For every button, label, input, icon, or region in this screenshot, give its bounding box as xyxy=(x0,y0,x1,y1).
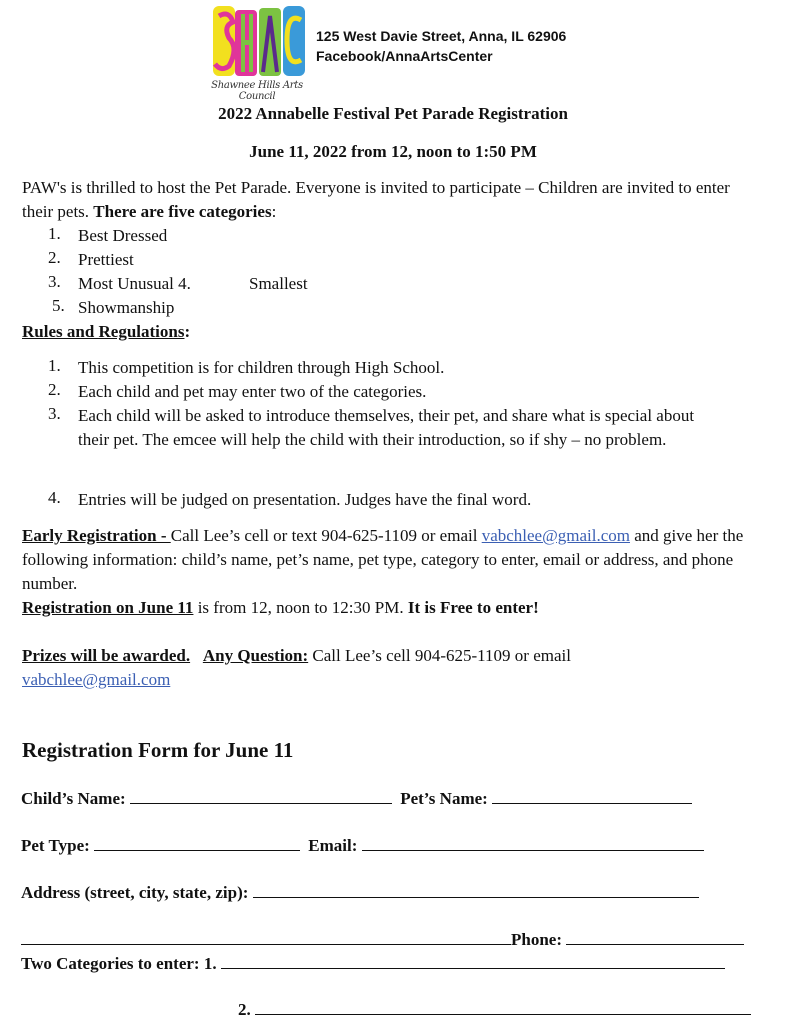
list-number: 3. xyxy=(48,272,61,291)
prizes-text: Call Lee’s cell 904-625-1109 or email xyxy=(308,646,571,665)
form-row-type-email xyxy=(21,834,704,856)
category-item: Smallest xyxy=(249,274,308,293)
early-registration-label: Early Registration - xyxy=(22,526,171,545)
address-line: 125 West Davie Street, Anna, IL 62906 xyxy=(316,28,567,44)
early-registration-details: and give her the following information: child’s name, pet’s name, pet type, category to enter, email or address, and phone number. xyxy=(22,526,744,593)
prizes-paragraph xyxy=(22,644,762,692)
rules-heading xyxy=(22,320,762,344)
address-field[interactable] xyxy=(253,881,699,898)
list-number: 1. xyxy=(48,224,61,243)
form-row-category-1 xyxy=(21,952,725,974)
phone-field[interactable] xyxy=(566,928,744,945)
category-item: Best Dressed xyxy=(78,226,168,245)
page-title: 2022 Annabelle Festival Pet Parade Registration xyxy=(218,104,568,123)
category-2-field[interactable] xyxy=(255,998,751,1015)
question-label: Any Question: xyxy=(202,646,309,665)
form-row-phone xyxy=(21,928,744,950)
category-2-label: 2. xyxy=(238,1000,251,1019)
child-name-field[interactable] xyxy=(130,787,392,804)
pet-type-label: Pet Type: xyxy=(21,836,90,855)
form-row-names xyxy=(21,787,692,809)
intro-bold: There are five categories xyxy=(93,202,272,221)
list-number: 1. xyxy=(48,356,61,375)
child-name-label: Child’s Name: xyxy=(21,789,126,808)
intro-paragraph xyxy=(22,176,762,224)
organization-address xyxy=(316,26,566,66)
category-item: Most Unusual 4. xyxy=(78,274,191,293)
category-1-field[interactable] xyxy=(221,952,725,969)
rules-heading-text: Rules and Regulations xyxy=(22,322,185,341)
rule-item: This competition is for children through High School. xyxy=(78,358,445,377)
email-link[interactable]: vabchlee@gmail.com xyxy=(22,670,171,689)
rule-item: Each child will be asked to introduce themselves, their pet, and share what is special about their pet. The emcee will help the child with their introduction, so if shy – no problem. xyxy=(78,406,695,449)
form-title: Registration Form for June 11 xyxy=(22,738,294,762)
list-number: 2. xyxy=(48,380,61,399)
email-field[interactable] xyxy=(362,834,704,851)
intro-text: PAW's is thrilled to host the Pet Parade. Everyone is invited to participate – Children are invited to enter their pets. xyxy=(22,178,730,221)
registration-day-label: Registration on June 11 xyxy=(22,598,194,617)
event-date: June 11, 2022 from 12, noon to 1:50 PM xyxy=(249,142,537,161)
categories-label: Two Categories to enter: 1. xyxy=(21,954,217,973)
facebook-line: Facebook/AnnaArtsCenter xyxy=(316,48,493,64)
category-item: Showmanship xyxy=(78,298,175,317)
registration-day xyxy=(22,596,762,620)
list-number: 4. xyxy=(48,488,61,507)
email-link[interactable]: vabchlee@gmail.com xyxy=(481,526,630,545)
pet-type-field[interactable] xyxy=(94,834,300,851)
registration-day-text: is from 12, noon to 12:30 PM. xyxy=(193,598,408,617)
list-number: 2. xyxy=(48,248,61,267)
free-entry-note: It is Free to enter! xyxy=(407,598,539,617)
prizes-label: Prizes will be awarded. xyxy=(22,646,191,665)
rule-item: Each child and pet may enter two of the categories. xyxy=(78,382,427,401)
early-registration-text: Call Lee’s cell or text 904-625-1109 or email xyxy=(170,526,482,545)
address-label: Address (street, city, state, zip): xyxy=(21,883,249,902)
rules-colon: : xyxy=(184,322,191,341)
email-label: Email: xyxy=(308,836,358,855)
intro-colon: : xyxy=(271,202,277,221)
form-row-category-2 xyxy=(238,998,751,1020)
address-continued-field[interactable] xyxy=(21,928,511,945)
list-number: 3. xyxy=(48,404,61,423)
form-row-address xyxy=(21,881,699,903)
pet-name-field[interactable] xyxy=(492,787,692,804)
rule-item: Entries will be judged on presentation. Judges have the final word. xyxy=(78,490,532,509)
pet-name-label: Pet’s Name: xyxy=(400,789,488,808)
early-registration xyxy=(22,524,752,596)
list-number: 5. xyxy=(52,296,65,315)
phone-label: Phone: xyxy=(511,930,562,949)
logo-caption: Shawnee Hills Arts Council xyxy=(211,80,303,102)
category-item: Prettiest xyxy=(78,250,134,269)
